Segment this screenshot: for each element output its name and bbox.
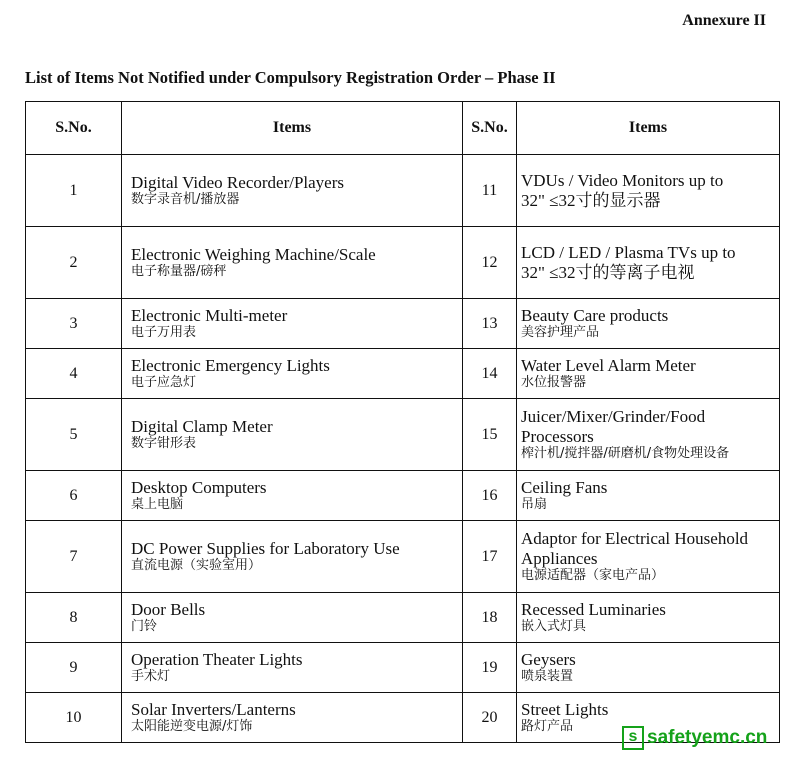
row-sno-2: 14	[463, 349, 517, 399]
row-sno-2: 17	[463, 521, 517, 593]
row-item	[122, 593, 463, 643]
item-name-cn: 数字录音机/播放器	[131, 191, 240, 207]
row-item	[122, 521, 463, 593]
row-sno-2: 11	[463, 155, 517, 227]
column-header-items: Items	[122, 102, 463, 155]
item-name-cn: 嵌入式灯具	[521, 618, 587, 634]
watermark-badge: s	[622, 726, 644, 750]
table-row	[26, 399, 780, 471]
item-name-en: LCD / LED / Plasma TVs up to	[521, 242, 736, 262]
table-row	[26, 471, 780, 521]
item-name-cn: 美容护理产品	[521, 324, 600, 340]
row-item	[122, 299, 463, 349]
item-name-en: Street Lights	[521, 700, 609, 720]
item-name-en-cont: Appliances	[521, 549, 598, 569]
table-row	[26, 299, 780, 349]
row-item	[122, 399, 463, 471]
row-item-2	[517, 643, 780, 693]
row-sno: 10	[26, 693, 122, 743]
item-name-en: Electronic Weighing Machine/Scale	[131, 245, 376, 265]
row-item-2	[517, 349, 780, 399]
items-table	[25, 101, 780, 743]
table-header-row	[26, 102, 780, 155]
row-item-2	[517, 155, 780, 227]
row-item-2	[517, 521, 780, 593]
row-sno-2: 15	[463, 399, 517, 471]
column-header-sno-2: S.No.	[463, 102, 517, 155]
item-name-en: Water Level Alarm Meter	[521, 356, 696, 376]
item-name-en-cont: Processors	[521, 427, 594, 447]
row-item-2	[517, 593, 780, 643]
item-name-en: Solar Inverters/Lanterns	[131, 700, 296, 720]
item-name-en: Desktop Computers	[131, 478, 267, 498]
row-sno: 5	[26, 399, 122, 471]
item-name-en: DC Power Supplies for Laboratory Use	[131, 539, 400, 559]
item-name-cn: 吊扇	[521, 496, 548, 512]
row-sno: 1	[26, 155, 122, 227]
page-title: List of Items Not Notified under Compulsory Registration Order – Phase II	[25, 68, 556, 87]
item-name-en-cont: 32" ≤32寸的显示器	[521, 190, 661, 210]
row-item-2	[517, 399, 780, 471]
row-sno: 3	[26, 299, 122, 349]
row-sno-2: 13	[463, 299, 517, 349]
item-name-cn: 直流电源（实验室用）	[131, 557, 262, 573]
column-header-sno: S.No.	[26, 102, 122, 155]
item-name-en: Adaptor for Electrical Household	[521, 529, 749, 549]
item-name-cn: 数字钳形表	[131, 435, 197, 451]
item-name-cn: 榨汁机/搅拌器/研磨机/食物处理设备	[521, 445, 730, 461]
item-name-cn: 桌上电脑	[131, 496, 184, 512]
item-name-en: Geysers	[521, 650, 576, 670]
item-name-en: Beauty Care products	[521, 306, 669, 326]
table-row	[26, 155, 780, 227]
row-sno-2: 16	[463, 471, 517, 521]
row-item-2	[517, 227, 780, 299]
watermark	[622, 726, 767, 750]
row-sno: 8	[26, 593, 122, 643]
item-name-cn: 手术灯	[131, 668, 171, 684]
item-name-cn: 电子称量器/磅秤	[131, 263, 227, 279]
item-name-cn: 水位报警器	[521, 374, 587, 390]
watermark-text: safetyemc.cn	[647, 727, 768, 748]
item-name-cn: 太阳能逆变电源/灯饰	[131, 718, 253, 734]
item-name-en: Door Bells	[131, 600, 206, 620]
row-item	[122, 349, 463, 399]
row-sno-2: 20	[463, 693, 517, 743]
item-name-en: VDUs / Video Monitors up to	[521, 170, 724, 190]
item-name-en-cont: 32" ≤32寸的等离子电视	[521, 262, 695, 282]
row-item-2	[517, 299, 780, 349]
row-sno: 6	[26, 471, 122, 521]
row-sno: 2	[26, 227, 122, 299]
item-name-en: Juicer/Mixer/Grinder/Food	[521, 407, 706, 427]
row-sno-2: 19	[463, 643, 517, 693]
row-sno: 9	[26, 643, 122, 693]
row-item	[122, 227, 463, 299]
table-row	[26, 227, 780, 299]
row-item	[122, 693, 463, 743]
item-name-en: Ceiling Fans	[521, 478, 608, 498]
item-name-en: Electronic Emergency Lights	[131, 356, 330, 376]
item-name-cn: 电子应急灯	[131, 374, 197, 390]
item-name-en: Digital Clamp Meter	[131, 417, 273, 437]
table-row	[26, 521, 780, 593]
item-name-cn: 电子万用表	[131, 324, 197, 340]
annexure-label: Annexure II	[682, 12, 766, 29]
row-sno-2: 18	[463, 593, 517, 643]
row-item	[122, 643, 463, 693]
row-item-2	[517, 471, 780, 521]
row-sno: 7	[26, 521, 122, 593]
table-row	[26, 643, 780, 693]
item-name-en: Operation Theater Lights	[131, 650, 303, 670]
item-name-cn: 电源适配器（家电产品）	[521, 567, 665, 583]
row-sno: 4	[26, 349, 122, 399]
column-header-items-2: Items	[517, 102, 780, 155]
row-sno-2: 12	[463, 227, 517, 299]
item-name-en: Recessed Luminaries	[521, 600, 666, 620]
table-row	[26, 593, 780, 643]
item-name-cn: 路灯产品	[521, 718, 574, 734]
item-name-cn: 喷泉装置	[521, 668, 574, 684]
row-item	[122, 471, 463, 521]
item-name-en: Electronic Multi-meter	[131, 306, 288, 326]
item-name-en: Digital Video Recorder/Players	[131, 173, 344, 193]
row-item	[122, 155, 463, 227]
table-row	[26, 349, 780, 399]
item-name-cn: 门铃	[131, 618, 158, 634]
